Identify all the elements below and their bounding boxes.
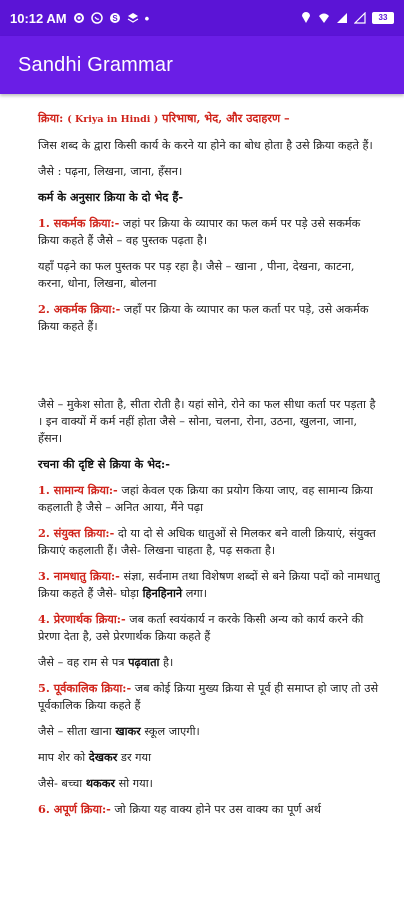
settings-icon xyxy=(73,12,85,24)
kind-4-example: जैसे – वह राम से पत्र पढ़वाता है। xyxy=(38,655,174,669)
spacer xyxy=(38,344,382,396)
svg-text:S: S xyxy=(111,14,118,23)
kind-2: 2. संयुक्त क्रिया:- दो या दो से अधिक धातुओं से मिलकर बने वाली क्रियाएं, संयुक्त क्रियाएं कहलाती हैं। जैसे- लिखना चाहता है, पढ़ सकता है। xyxy=(38,526,376,557)
signal-2-icon xyxy=(354,12,366,24)
type-2: 2. अकर्मक क्रिया:- जहाँ पर क्रिया के व्यापार का फल कर्ता पर पड़े, उसे अकर्मक क्रिया कहते हैं। xyxy=(38,302,369,333)
type-2-example: जैसे – मुकेश सोता है, सीता रोती है। यहां सोने, रोने का फल सीधा कर्ता पर पड़ता है । इन वाक्यों में कर्म नहीं होता जैसे – सोना, चलना, रोना, उठना, खुलना, जाना, हँसन। xyxy=(38,398,376,445)
kind-6: 6. अपूर्ण क्रिया:- जो क्रिया यह वाक्य होने पर उस वाक्य का पूर्ण अर्थ xyxy=(38,802,321,816)
article-title: क्रिया: ( Kriya in Hindi ) परिभाषा, भेद, और उदाहरण – xyxy=(38,111,290,125)
whatsapp-icon xyxy=(91,12,103,24)
kind-5-example-1: जैसे – सीता खाना खाकर स्कूल जाएगी। xyxy=(38,724,200,738)
kind-4: 4. प्रेरणार्थक क्रिया:- जब कर्ता स्वयंकार्य न करके किसी अन्य को कार्य करने की प्रेरणा देता है, उसे प्रेरणार्थक क्रिया कहते हैं xyxy=(38,612,364,643)
kind-1: 1. सामान्य क्रिया:- जहां केवल एक क्रिया का प्रयोग किया जाए, वह सामान्य क्रिया कहलाती है जैसे – अनित आया, मैंने पढ़ा xyxy=(38,483,373,514)
app-title: Sandhi Grammar xyxy=(18,53,174,76)
type-1: 1. सकर्मक क्रिया:- जहां पर क्रिया के व्यापार का फल कर्म पर पड़े उसे सकर्मक क्रिया कहते हैं जैसे – वह पुस्तक पढ़ता है। xyxy=(38,216,361,247)
kind-5: 5. पूर्वकालिक क्रिया:- जब कोई क्रिया मुख्य क्रिया से पूर्व ही समाप्त हो जाए तो उसे पूर्वकालिक क्रिया कहते हैं xyxy=(38,681,379,712)
kind-5-example-2: माप शेर को देखकर डर गया xyxy=(38,750,152,764)
skype-icon xyxy=(109,12,121,24)
status-time: 10:12 AM xyxy=(10,10,67,26)
article-content xyxy=(0,94,404,900)
section-heading-1: कर्म के अनुसार क्रिया के दो भेद हैं- xyxy=(38,190,184,204)
type-1-example: यहाँ पढ़ने का फल पुस्तक पर पड़ रहा है। जैसे – खाना , पीना, देखना, काटना, करना, धोना, लिखना, बोलना xyxy=(38,260,355,290)
signal-icon xyxy=(336,12,348,24)
layers-icon xyxy=(127,12,139,24)
location-icon xyxy=(300,12,312,24)
section-heading-2: रचना की दृष्टि से क्रिया के भेद:- xyxy=(38,457,170,471)
kind-5-example-3: जैसे- बच्चा थककर सो गया। xyxy=(38,776,153,790)
wifi-icon xyxy=(318,12,330,24)
app-bar xyxy=(0,36,404,94)
definition: जिस शब्द के द्वारा किसी कार्य के करने या होने का बोध होता है उसे क्रिया कहते हैं। xyxy=(38,139,373,152)
examples: जैसे : पढ़ना, लिखना, जाना, हँसन। xyxy=(38,165,183,178)
more-dot-icon: • xyxy=(144,10,150,26)
battery-icon: 33 xyxy=(372,12,394,24)
status-bar xyxy=(0,0,404,36)
kind-3: 3. नामधातु क्रिया:- संज्ञा, सर्वनाम तथा विशेषण शब्दों से बने क्रिया पदों को नामधातु क्रिया कहते हैं जैसे- घोड़ा हिनहिनाने लगा। xyxy=(38,569,380,600)
